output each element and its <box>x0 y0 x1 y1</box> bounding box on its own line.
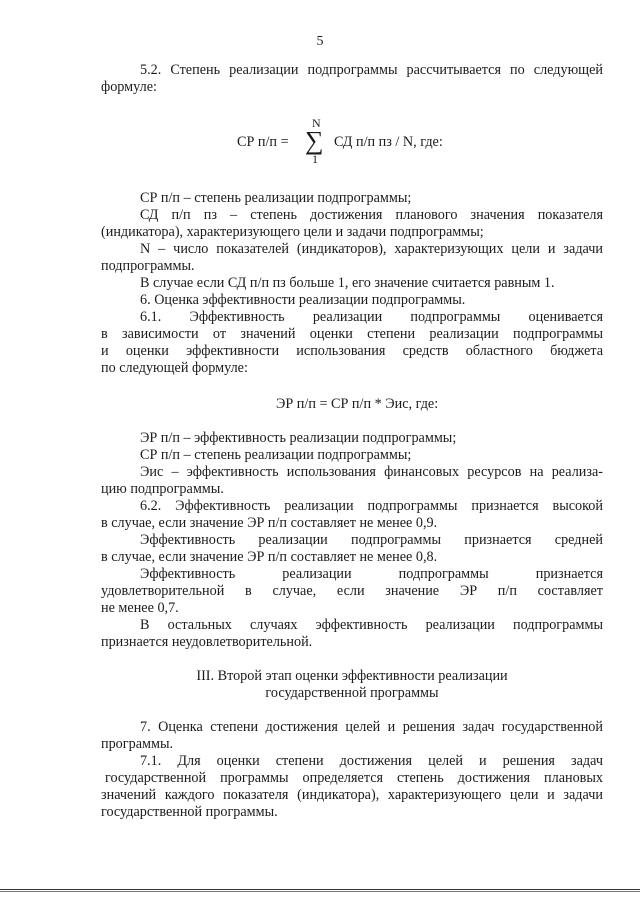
formula-2: ЭР п/п = СР п/п * Эис, где: <box>276 396 439 412</box>
paragraph-6-2-line-8: В остальных случаях эффективность реализации подпрограммы <box>140 617 603 633</box>
paragraph-7-1-line-3: значений каждого показателя (индикатора), характеризующего цели и задачи <box>101 787 603 803</box>
definition-eis-line-2: цию подпрограммы. <box>101 481 224 497</box>
definition-sr: СР п/п – степень реализации подпрограммы; <box>140 190 412 206</box>
paragraph-7-line-2: программы. <box>101 736 174 752</box>
formula-1-left-side: СР п/п = <box>237 134 289 150</box>
paragraph-6-1-line-3: и оценки эффективности использования средств областного бюджета <box>101 343 603 359</box>
page-number: 5 <box>316 34 324 49</box>
definition-sd-rule: В случае если СД п/п пз больше 1, его значение считается равным 1. <box>140 275 555 291</box>
definition-sd-line-2: (индикатора), характеризующего цели и задачи подпрограммы; <box>101 224 484 240</box>
paragraph-5-2-line-1: 5.2. Степень реализации подпрограммы рассчитывается по следующей <box>140 62 603 78</box>
paragraph-7-line-1: 7. Оценка степени достижения целей и решения задач государственной <box>140 719 603 735</box>
definition-n-line-1: N – число показателей (индикаторов), характеризующих цели и задачи <box>140 241 603 257</box>
paragraph-6-2-line-3: Эффективность реализации подпрограммы признается средней <box>140 532 603 548</box>
paragraph-6-1-line-2: в зависимости от значений оценки степени реализации подпрограммы <box>101 326 603 342</box>
formula-1-sum-symbol: ∑ <box>305 126 324 155</box>
page-bottom-rule <box>0 889 640 890</box>
paragraph-6-1-line-1: 6.1. Эффективность реализации подпрограммы оценивается <box>140 309 603 325</box>
paragraph-6-2-line-9: признается неудовлетворительной. <box>101 634 313 650</box>
paragraph-6-1-line-4: по следующей формуле: <box>101 360 248 376</box>
paragraph-6-2-line-4: в случае, если значение ЭР п/п составляет не менее 0,8. <box>101 549 438 565</box>
page-bottom-rule-shadow <box>0 891 640 892</box>
paragraph-6-2-line-6: удовлетворительной в случае, если значение ЭР п/п составляет <box>101 583 603 599</box>
paragraph-6-2-line-7: не менее 0,7. <box>101 600 179 616</box>
formula-1-right-side: СД п/п пз / N, где: <box>334 134 443 150</box>
definition-n-line-2: подпрограммы. <box>101 258 195 274</box>
section-3-heading-line-1: III. Второй этап оценки эффективности реализации <box>196 668 508 684</box>
definition-sd-line-1: СД п/п пз – степень достижения планового значения показателя <box>140 207 603 223</box>
paragraph-6-2-line-2: в случае, если значение ЭР п/п составляет не менее 0,9. <box>101 515 438 531</box>
paragraph-6-2-line-5: Эффективность реализации подпрограммы признается <box>140 566 603 582</box>
formula-1-lower-limit: 1 <box>312 152 318 166</box>
paragraph-6-2-line-1: 6.2. Эффективность реализации подпрограммы признается высокой <box>140 498 603 514</box>
definition-sr-2: СР п/п – степень реализации подпрограммы; <box>140 447 412 463</box>
paragraph-7-1-line-4: государственной программы. <box>101 804 278 820</box>
paragraph-6: 6. Оценка эффективности реализации подпрограммы. <box>140 292 466 308</box>
paragraph-7-1-line-1: 7.1. Для оценки степени достижения целей и решения задач <box>140 753 603 769</box>
section-3-heading-line-2: государственной программы <box>265 685 439 701</box>
definition-er: ЭР п/п – эффективность реализации подпрограммы; <box>140 430 457 446</box>
formula-1-upper-limit: N <box>312 116 321 130</box>
paragraph-5-2-line-2: формуле: <box>101 79 157 95</box>
definition-eis-line-1: Эис – эффективность использования финансовых ресурсов на реализа- <box>140 464 603 480</box>
paragraph-7-1-line-2: государственной программы определяется степень достижения плановых <box>105 770 603 786</box>
